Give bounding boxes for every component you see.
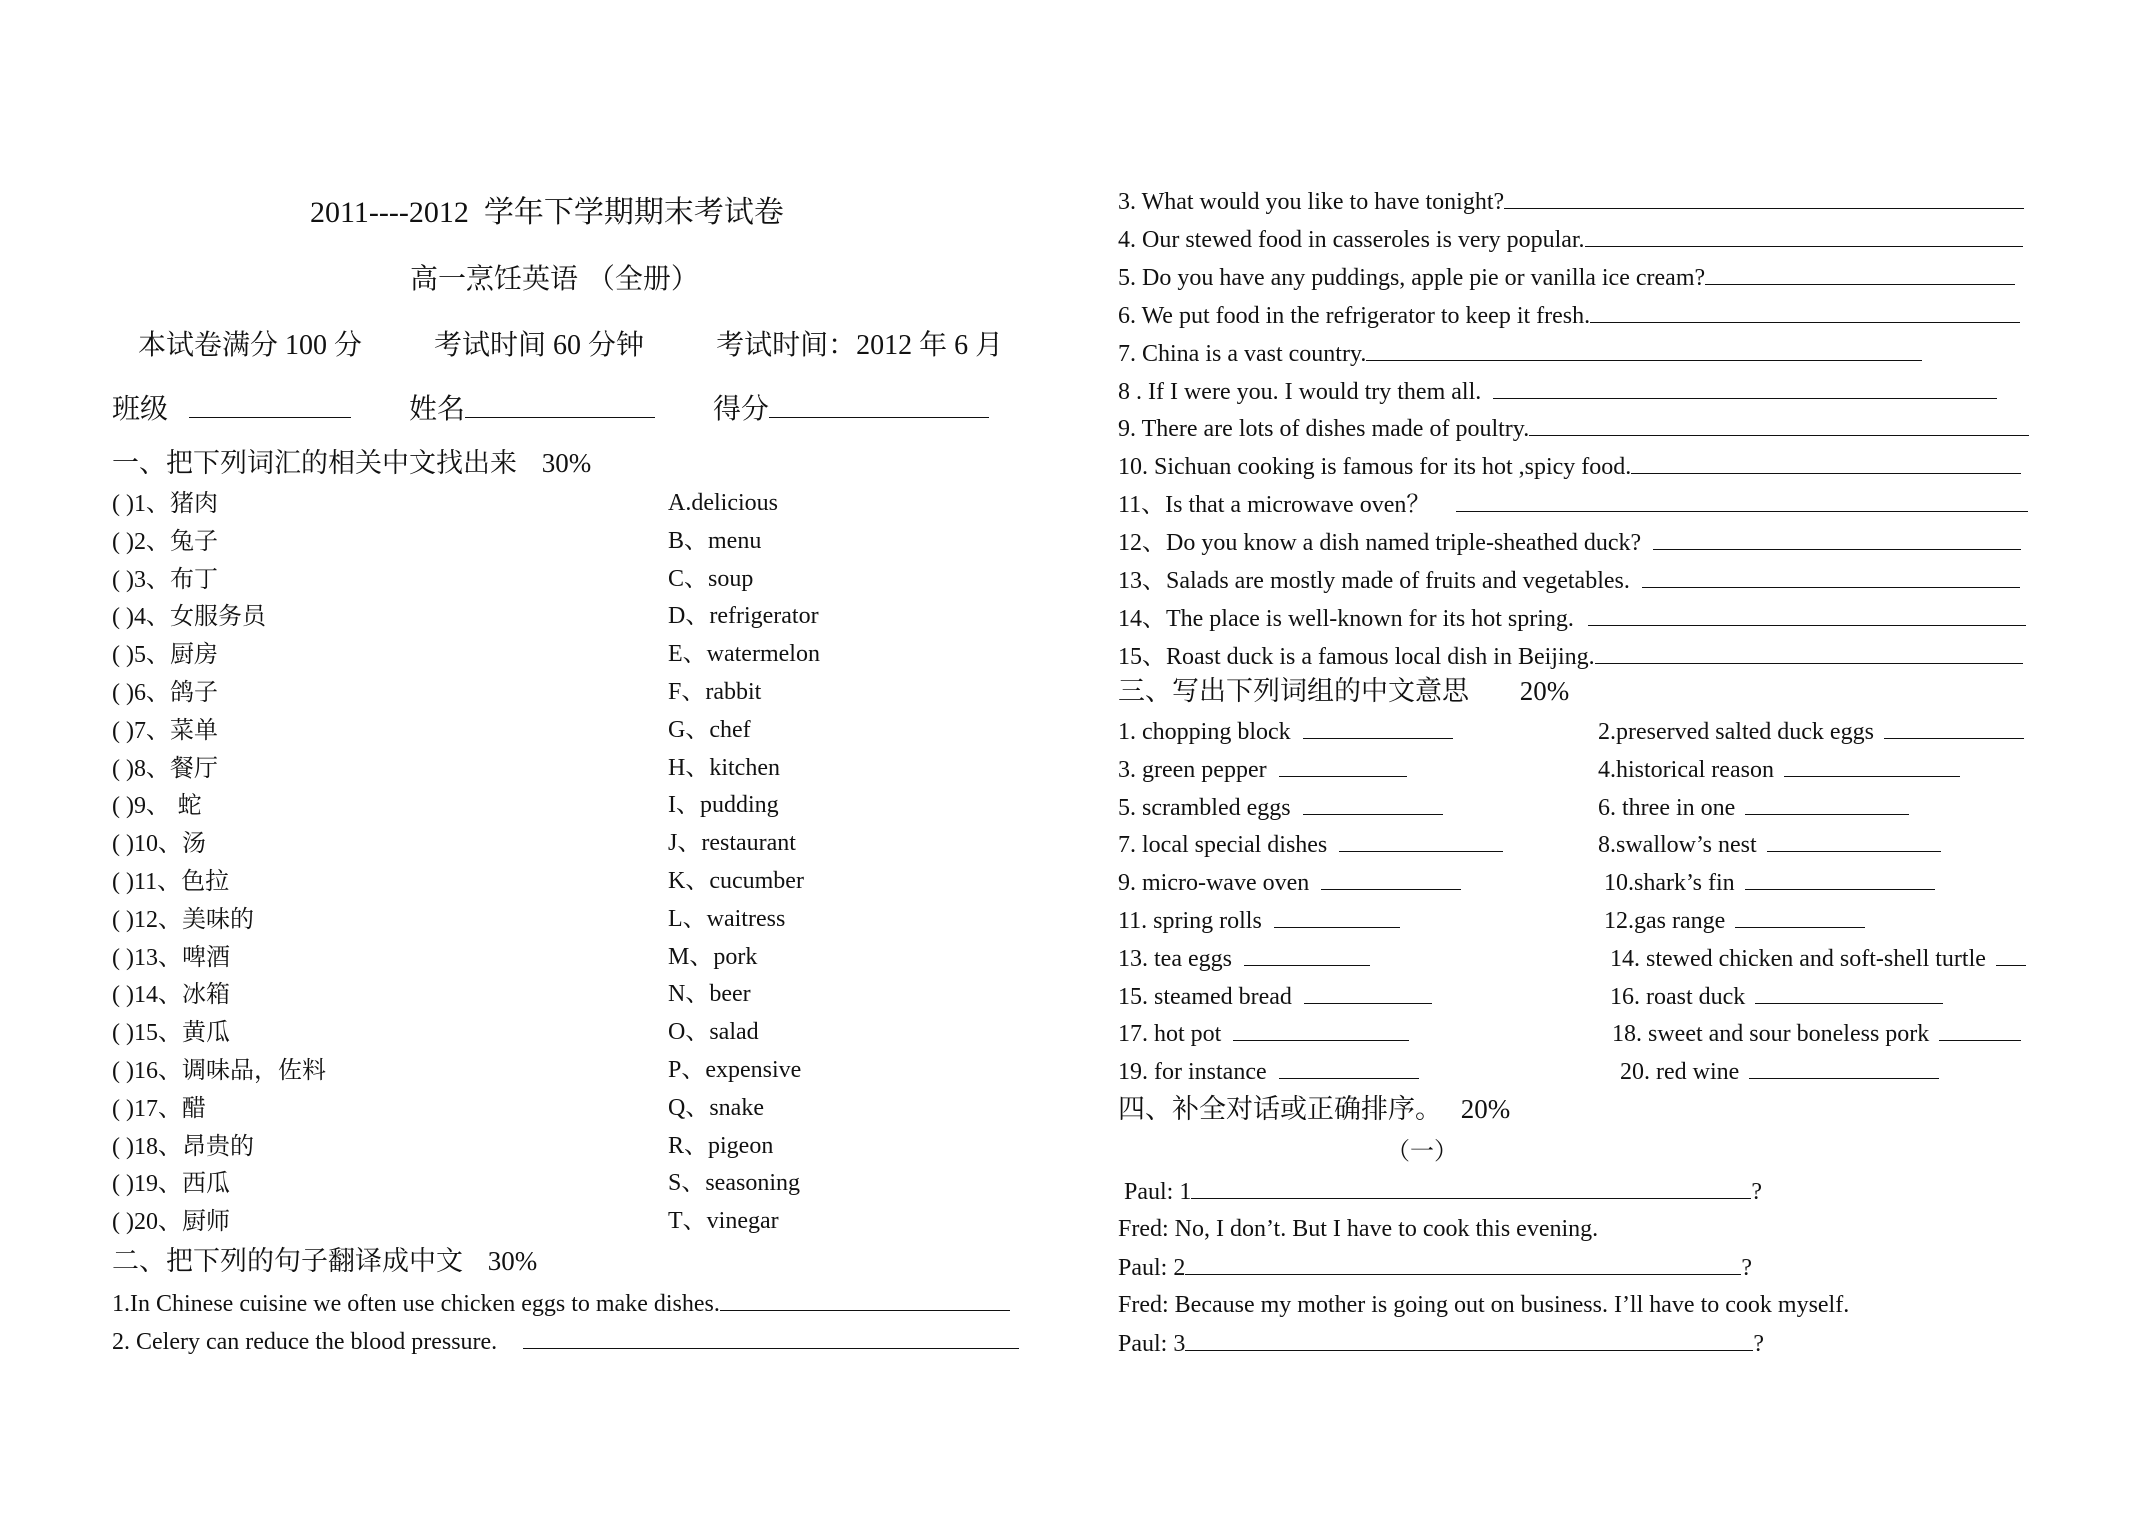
translate-item-text: 4. Our stewed food in casseroles is very popular. xyxy=(1118,226,1585,253)
matching-number: ( )7、 xyxy=(112,717,170,744)
translate-item-1-text: 1.In Chinese cuisine we often use chicken eggs to make dishes. xyxy=(112,1291,720,1317)
matching-option: E、watermelon xyxy=(668,641,820,668)
translate-item xyxy=(1118,451,2021,482)
matching-chinese: 厨师 xyxy=(181,1207,230,1236)
dialogue-line xyxy=(1118,1214,1598,1244)
phrase-item xyxy=(1620,1056,1939,1087)
answer-line[interactable] xyxy=(1745,867,1935,890)
answer-line[interactable] xyxy=(1884,716,2024,739)
translate-item xyxy=(1118,565,2020,596)
answer-line[interactable] xyxy=(1595,641,2023,664)
dialogue-line xyxy=(1118,1252,1752,1283)
translate-item xyxy=(1118,300,2020,331)
answer-line[interactable] xyxy=(1735,905,1865,928)
info-duration-value: 60 xyxy=(553,330,582,361)
translate-item-text: 9. There are lots of dishes made of poultry. xyxy=(1118,416,1530,443)
matching-option: Q、snake xyxy=(668,1094,764,1121)
translate-item xyxy=(1118,641,2023,672)
phrase-text: 9. micro-wave oven xyxy=(1118,870,1310,897)
matching-option: N、beer xyxy=(668,981,751,1008)
info-date-year: 2012 xyxy=(856,330,913,361)
name-label: 姓名 xyxy=(409,392,466,425)
matching-chinese: 鸽子 xyxy=(169,678,218,706)
phrase-item xyxy=(1118,905,1400,936)
section4-score: 20% xyxy=(1460,1094,1511,1124)
matching-chinese: 美味的 xyxy=(181,904,254,933)
phrase-item xyxy=(1118,716,1453,747)
phrase-item xyxy=(1118,981,1432,1012)
translate-item-text: 12、Do you know a dish named triple-sheathed duck? xyxy=(1118,530,1642,557)
matching-number: ( )4、 xyxy=(112,604,170,631)
phrase-text: 17. hot pot xyxy=(1118,1021,1222,1048)
info-date-label: 考试时间： xyxy=(716,328,857,361)
dialogue-tail: ? xyxy=(1741,1255,1752,1281)
matching-number: ( )3、 xyxy=(112,566,170,593)
matching-chinese: 布丁 xyxy=(169,564,218,593)
answer-line[interactable] xyxy=(1705,262,2015,285)
matching-chinese: 西瓜 xyxy=(181,1169,230,1198)
translate-item-text: 13、Salads are mostly made of fruits and vegetables. xyxy=(1118,568,1630,594)
matching-option: L、waitress xyxy=(668,905,786,932)
section3-title: 三、写出下列词组的中文意思 xyxy=(1118,676,1469,707)
answer-line[interactable] xyxy=(1303,792,1443,815)
matching-number: ( )16、 xyxy=(112,1058,182,1084)
answer-line[interactable] xyxy=(1767,829,1941,852)
section2-heading xyxy=(112,1246,537,1277)
matching-number: ( )8、 xyxy=(112,755,170,782)
matching-row xyxy=(112,677,218,708)
matching-row xyxy=(112,866,229,897)
phrase-item xyxy=(1610,943,2026,974)
answer-line[interactable] xyxy=(1339,829,1503,852)
matching-chinese: 兔子 xyxy=(169,526,218,555)
phrase-item xyxy=(1604,867,1935,898)
translate-item-1 xyxy=(112,1288,1010,1319)
phrase-item xyxy=(1118,792,1443,823)
phrase-item xyxy=(1118,829,1503,860)
matching-row xyxy=(112,753,218,784)
matching-number: ( )10、 xyxy=(112,831,182,858)
section2-title: 二、把下列的句子翻译成中文 xyxy=(112,1246,463,1277)
exam-subtitle: 高一烹饪英语 （全册） xyxy=(410,262,699,295)
answer-line[interactable] xyxy=(1590,300,2020,323)
matching-option: F、rabbit xyxy=(668,679,762,705)
matching-chinese: 餐厅 xyxy=(169,753,218,782)
section3-heading xyxy=(1118,676,1569,707)
matching-option: T、vinegar xyxy=(668,1208,779,1235)
matching-option: P、expensive xyxy=(668,1057,802,1083)
class-label: 班级 xyxy=(112,392,169,425)
matching-row xyxy=(112,715,218,746)
matching-chinese: 啤酒 xyxy=(181,942,230,971)
phrase-item xyxy=(1604,905,1865,936)
translate-item xyxy=(1118,186,2024,217)
matching-row xyxy=(112,601,266,632)
class-field[interactable] xyxy=(189,395,351,418)
answer-line[interactable] xyxy=(1493,376,1997,399)
section1-title: 一、把下列词汇的相关中文找出来 xyxy=(112,448,517,479)
section4-title: 四、补全对话或正确排序。 xyxy=(1118,1094,1442,1125)
translate-item xyxy=(1118,224,2023,255)
phrase-text: 12.gas range xyxy=(1604,908,1726,934)
phrase-item xyxy=(1598,716,2024,747)
phrase-text: 3. green pepper xyxy=(1118,756,1267,783)
answer-line[interactable] xyxy=(1755,981,1943,1004)
matching-number: ( )11、 xyxy=(112,869,182,895)
phrase-item xyxy=(1118,1056,1419,1087)
translate-item-text: 3. What would you like to have tonight? xyxy=(1118,189,1505,215)
matching-number: ( )13、 xyxy=(112,944,182,971)
matching-row xyxy=(112,1131,254,1162)
answer-line[interactable] xyxy=(1321,867,1461,890)
matching-chinese: 昂贵的 xyxy=(181,1131,254,1160)
section1-heading xyxy=(112,448,591,479)
phrase-text: 7. local special dishes xyxy=(1118,832,1328,859)
section1-score: 30% xyxy=(541,448,592,478)
exam-title xyxy=(310,195,784,230)
phrase-text: 8.swallow’s nest xyxy=(1598,832,1757,859)
phrase-text: 10.shark’s fin xyxy=(1604,870,1735,897)
title-year: 2011----2012 xyxy=(310,196,469,229)
phrase-item xyxy=(1598,754,1960,785)
score-field[interactable] xyxy=(769,395,989,418)
matching-number: ( )1、 xyxy=(112,491,170,517)
matching-chinese: 厨房 xyxy=(169,640,218,669)
answer-line[interactable] xyxy=(1504,186,2024,209)
phrase-item xyxy=(1612,1018,2021,1049)
answer-line[interactable] xyxy=(1642,565,2020,588)
matching-chinese: 冰箱 xyxy=(181,980,230,1009)
score-label: 得分 xyxy=(713,392,770,425)
answer-line[interactable] xyxy=(1996,943,2026,966)
section2-score: 30% xyxy=(487,1246,538,1276)
phrase-text: 15. steamed bread xyxy=(1118,983,1292,1010)
answer-line[interactable] xyxy=(1274,905,1400,928)
answer-line[interactable] xyxy=(1456,489,2028,512)
answer-line[interactable] xyxy=(1749,1056,1939,1079)
phrase-text: 11. spring rolls xyxy=(1118,908,1262,934)
matching-option: A.delicious xyxy=(668,490,778,516)
matching-option: H、kitchen xyxy=(668,754,780,781)
translate-item xyxy=(1118,527,2021,558)
translate-item-text: 7. China is a vast country. xyxy=(1118,340,1367,367)
matching-number: ( )14、 xyxy=(112,982,182,1009)
info-duration-label: 考试时间 xyxy=(434,328,547,361)
matching-number: ( )20、 xyxy=(112,1209,182,1236)
matching-row xyxy=(112,1093,206,1124)
answer-line[interactable] xyxy=(1653,527,2021,550)
answer-line[interactable] xyxy=(1303,716,1453,739)
info-full-score-value: 100 xyxy=(285,330,328,361)
matching-row xyxy=(112,639,218,670)
answer-line[interactable] xyxy=(1784,754,1960,777)
phrase-item xyxy=(1598,792,1909,823)
translate-item-text: 11、Is that a microwave oven？ xyxy=(1118,492,1431,519)
phrase-text: 20. red wine xyxy=(1620,1059,1740,1086)
matching-row xyxy=(112,488,218,519)
phrase-item xyxy=(1610,981,1943,1012)
phrase-item xyxy=(1118,754,1407,785)
phrase-text: 14. stewed chicken and soft-shell turtle xyxy=(1610,945,1986,972)
matching-number: ( )17、 xyxy=(112,1095,182,1122)
matching-chinese: 调味品，佐料 xyxy=(181,1056,326,1084)
matching-option: O、salad xyxy=(668,1019,759,1046)
matching-row xyxy=(112,526,218,557)
answer-line[interactable] xyxy=(1939,1018,2021,1041)
answer-line[interactable] xyxy=(1588,603,2026,626)
translate-item xyxy=(1118,262,2015,293)
matching-row xyxy=(112,904,254,935)
dialogue-line xyxy=(1124,1176,1762,1207)
phrase-text: 13. tea eggs xyxy=(1118,945,1232,972)
translate-item xyxy=(1118,603,2026,634)
phrase-item xyxy=(1118,867,1461,898)
matching-row xyxy=(112,828,206,859)
matching-chinese: 醋 xyxy=(181,1093,206,1122)
phrase-text: 16. roast duck xyxy=(1610,983,1746,1010)
phrase-text: 4.historical reason xyxy=(1598,756,1774,783)
phrase-text: 5. scrambled eggs xyxy=(1118,794,1291,821)
phrase-text: 1. chopping block xyxy=(1118,719,1291,745)
phrase-text: 19. for instance xyxy=(1118,1059,1267,1086)
section4-part-label: （一） xyxy=(1386,1137,1458,1165)
translate-item-2-text: 2. Celery can reduce the blood pressure. xyxy=(112,1329,498,1355)
matching-number: ( )12、 xyxy=(112,906,182,933)
matching-row xyxy=(112,1168,230,1199)
info-full-score-unit: 分 xyxy=(334,328,363,361)
matching-row xyxy=(112,564,218,595)
matching-chinese: 黄瓜 xyxy=(181,1018,230,1047)
answer-line[interactable] xyxy=(1185,1252,1741,1275)
dialogue-text: Paul: 2 xyxy=(1118,1255,1186,1281)
matching-row xyxy=(112,1017,230,1048)
answer-line[interactable] xyxy=(1366,338,1922,361)
answer-line[interactable] xyxy=(1279,754,1407,777)
answer-line[interactable] xyxy=(1244,943,1370,966)
dialogue-line xyxy=(1118,1328,1764,1359)
answer-line[interactable] xyxy=(1233,1018,1409,1041)
translate-item xyxy=(1118,338,1922,369)
answer-line[interactable] xyxy=(1191,1176,1751,1199)
translate-item xyxy=(1118,413,2029,444)
matching-number: ( )19、 xyxy=(112,1171,182,1198)
phrase-item xyxy=(1118,943,1370,974)
matching-chinese: 汤 xyxy=(181,829,206,858)
matching-option: G、chef xyxy=(668,716,751,743)
matching-option: M、pork xyxy=(668,943,758,970)
title-text: 学年下学期期末考试卷 xyxy=(483,195,784,230)
matching-option: K、cucumber xyxy=(668,868,804,894)
translate-item-text: 14、The place is well-known for its hot spring. xyxy=(1118,605,1574,632)
dialogue-text: Fred: Because my mother is going out on business. I’ll have to cook myself. xyxy=(1118,1292,1850,1318)
translate-item-text: 15、Roast duck is a famous local dish in Beijing. xyxy=(1118,643,1595,670)
answer-line[interactable] xyxy=(1585,224,2023,247)
matching-option: S、seasoning xyxy=(668,1170,800,1197)
answer-line[interactable] xyxy=(720,1288,1010,1311)
dialogue-text: Paul: 1 xyxy=(1124,1179,1192,1205)
phrase-item xyxy=(1598,829,1941,860)
answer-line[interactable] xyxy=(1279,1056,1419,1079)
matching-option: J、restaurant xyxy=(668,830,796,857)
info-date-year-unit: 年 xyxy=(919,328,948,361)
translate-item-text: 5. Do you have any puddings, apple pie or vanilla ice cream? xyxy=(1118,264,1706,291)
info-full-score-label: 本试卷满分 xyxy=(138,328,279,361)
dialogue-text: Fred: No, I don’t. But I have to cook this evening. xyxy=(1118,1216,1599,1242)
info-date-month-unit: 月 xyxy=(975,328,1004,361)
answer-line[interactable] xyxy=(1529,413,2029,436)
phrase-item xyxy=(1118,1018,1409,1049)
section3-score: 20% xyxy=(1519,676,1570,706)
translate-item-2 xyxy=(112,1326,1019,1357)
translate-item-text: 8 . If I were you. I would try them all. xyxy=(1118,378,1482,405)
matching-chinese: 蛇 xyxy=(169,791,202,820)
phrase-text: 6. three in one xyxy=(1598,794,1736,821)
info-date-month: 6 xyxy=(954,330,969,361)
dialogue-tail: ? xyxy=(1753,1331,1764,1357)
dialogue-tail: ? xyxy=(1751,1179,1762,1205)
matching-chinese: 色拉 xyxy=(181,867,230,895)
matching-option: R、pigeon xyxy=(668,1132,774,1159)
exam-info-row xyxy=(138,330,1003,361)
phrase-text: 2.preserved salted duck eggs xyxy=(1598,719,1874,745)
translate-item-text: 6. We put food in the refrigerator to keep it fresh. xyxy=(1118,302,1591,329)
matching-row xyxy=(112,1206,230,1237)
matching-row xyxy=(112,942,230,973)
name-field[interactable] xyxy=(465,395,655,418)
matching-row xyxy=(112,1055,326,1086)
matching-row xyxy=(112,790,202,821)
section4-heading xyxy=(1118,1094,1510,1125)
answer-line[interactable] xyxy=(1185,1328,1753,1351)
matching-number: ( )5、 xyxy=(112,642,170,669)
info-duration-unit: 分钟 xyxy=(588,328,645,361)
matching-number: ( )9、 xyxy=(112,793,170,820)
translate-item xyxy=(1118,376,1997,407)
dialogue-text: Paul: 3 xyxy=(1118,1331,1186,1357)
phrase-text: 18. sweet and sour boneless pork xyxy=(1612,1021,1930,1048)
matching-number: ( )2、 xyxy=(112,528,170,555)
matching-number: ( )6、 xyxy=(112,680,170,706)
matching-option: C、soup xyxy=(668,565,754,592)
matching-chinese: 女服务员 xyxy=(169,602,266,631)
student-fields xyxy=(112,394,989,425)
translate-item-text: 10. Sichuan cooking is famous for its hot ,spicy food. xyxy=(1118,454,1632,481)
answer-line[interactable] xyxy=(1631,451,2021,474)
matching-row xyxy=(112,979,230,1010)
answer-line[interactable] xyxy=(523,1326,1019,1349)
translate-item xyxy=(1118,489,2028,520)
matching-number: ( )15、 xyxy=(112,1020,182,1047)
matching-option: D、refrigerator xyxy=(668,603,819,630)
matching-option: I、pudding xyxy=(668,792,779,819)
dialogue-line xyxy=(1118,1290,1849,1320)
matching-chinese: 菜单 xyxy=(169,715,218,744)
matching-number: ( )18、 xyxy=(112,1133,182,1160)
matching-chinese: 猪肉 xyxy=(169,489,218,517)
answer-line[interactable] xyxy=(1304,981,1432,1004)
matching-option: B、menu xyxy=(668,527,762,554)
answer-line[interactable] xyxy=(1745,792,1909,815)
